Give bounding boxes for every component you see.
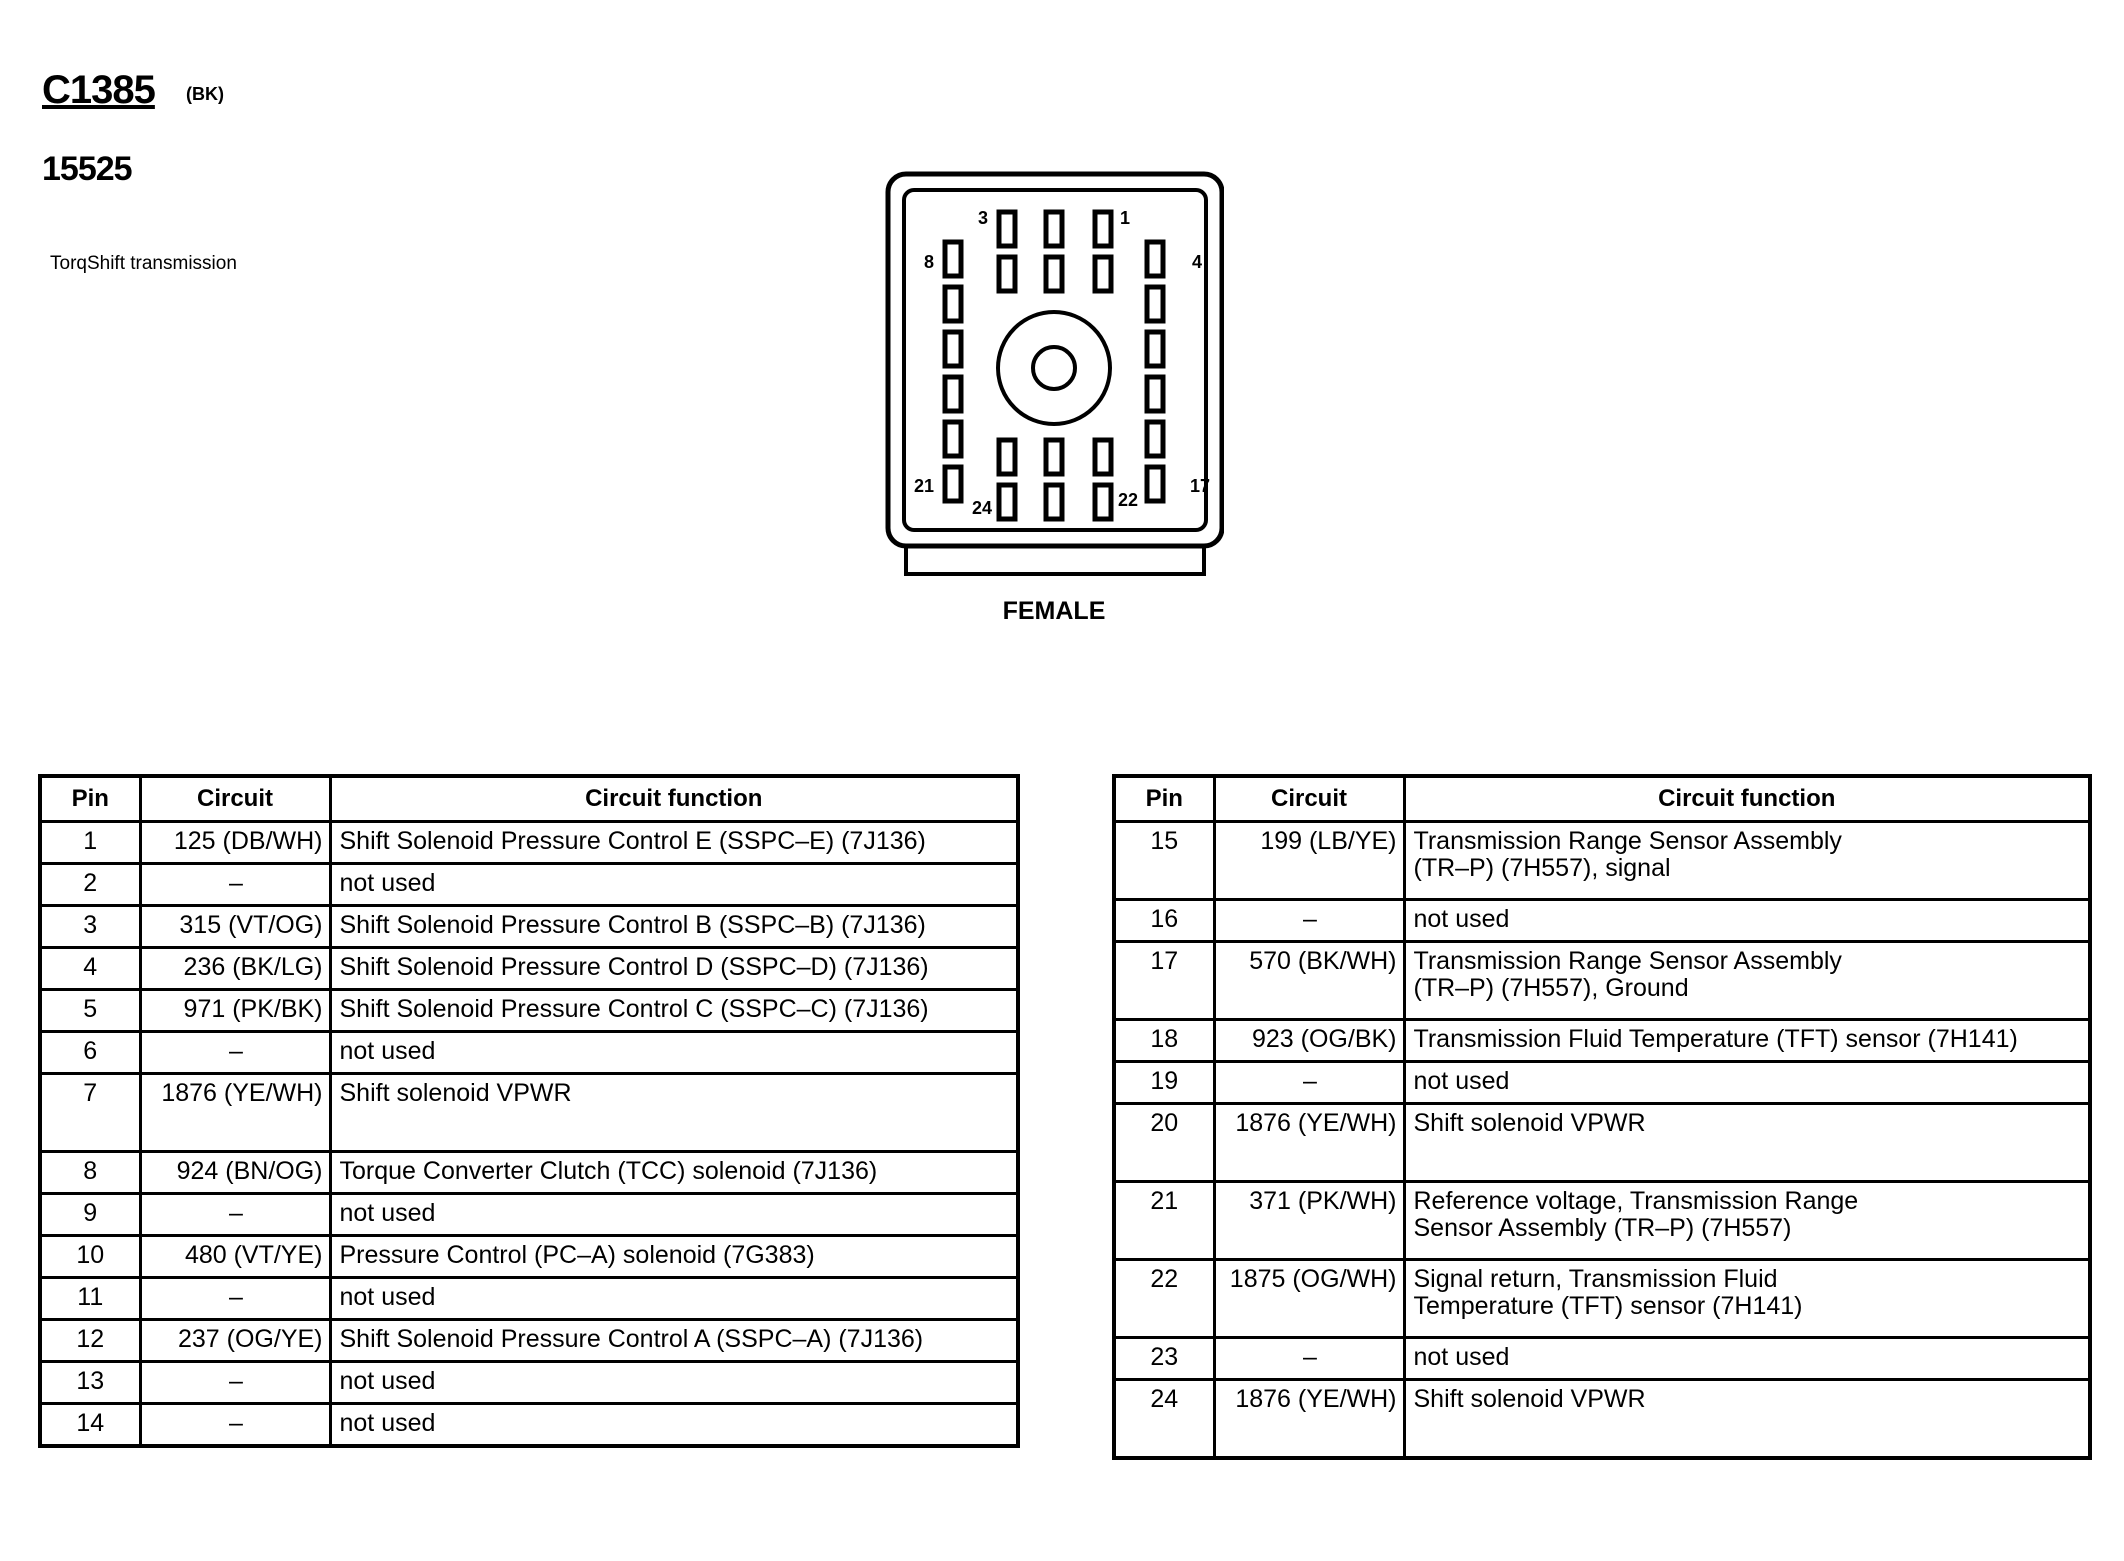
circuit-cell: 971 (PK/BK) <box>140 990 330 1032</box>
circuit-cell: 236 (BK/LG) <box>140 948 330 990</box>
circuit-cell: 570 (BK/WH) <box>1214 942 1404 1020</box>
cavity-14 <box>1147 332 1163 366</box>
circuit-cell: 1876 (YE/WH) <box>1214 1104 1404 1182</box>
pin-cell: 21 <box>1114 1182 1214 1260</box>
pin-cell: 1 <box>40 822 140 864</box>
pin-cell: 24 <box>1114 1380 1214 1458</box>
part-number: 15525 <box>42 150 132 188</box>
column-header-circuit: Circuit <box>140 776 330 822</box>
table-row <box>40 1362 1018 1404</box>
pin-cell: 9 <box>40 1194 140 1236</box>
function-cell <box>1404 1380 2090 1458</box>
circuit-cell: 1875 (OG/WH) <box>1214 1260 1404 1338</box>
cavity-9 <box>945 287 961 321</box>
column-header-pin: Pin <box>1114 776 1214 822</box>
circuit-cell: – <box>140 1362 330 1404</box>
table-row <box>40 1194 1018 1236</box>
function-cell <box>1404 1062 2090 1104</box>
circuit-cell: 923 (OG/BK) <box>1214 1020 1404 1062</box>
pin-cell: 22 <box>1114 1260 1214 1338</box>
circuit-cell: 480 (VT/YE) <box>140 1236 330 1278</box>
pin-label-8: 8 <box>924 252 935 272</box>
table-row <box>40 1032 1018 1074</box>
table-row <box>1114 1260 2090 1338</box>
function-cell: Pressure Control (PC–A) solenoid (7G383) <box>330 1236 1018 1278</box>
pinout-table-right <box>1112 774 2092 1460</box>
table-row <box>1114 1338 2090 1380</box>
pin-label-1: 1 <box>1120 208 1131 228</box>
function-cell: Shift Solenoid Pressure Control D (SSPC–D) (7J136) <box>330 948 1018 990</box>
circuit-cell: – <box>1214 900 1404 942</box>
subtitle: TorqShift transmission <box>50 253 237 274</box>
pin-label-4: 4 <box>1192 252 1203 272</box>
function-cell <box>1404 1338 2090 1380</box>
pin-cell: 13 <box>40 1362 140 1404</box>
circuit-cell: 199 (LB/YE) <box>1214 822 1404 900</box>
connector-keyway-inner <box>1033 347 1075 389</box>
function-cell: Shift Solenoid Pressure Control B (SSPC–B) (7J136) <box>330 906 1018 948</box>
pin-cell: 19 <box>1114 1062 1214 1104</box>
cavity-12 <box>945 422 961 456</box>
function-cell: Shift solenoid VPWR <box>330 1074 1018 1152</box>
cavity-19 <box>1046 440 1062 474</box>
cavity-10 <box>945 332 961 366</box>
circuit-cell: – <box>1214 1338 1404 1380</box>
cavity-1 <box>1095 212 1111 246</box>
connector-latch-tab <box>906 546 1204 574</box>
connector-outer-shell <box>888 174 1222 546</box>
circuit-cell: – <box>140 1032 330 1074</box>
cavity-17 <box>1147 467 1163 501</box>
function-cell: not used <box>330 1032 1018 1074</box>
cavity-11 <box>945 377 961 411</box>
table-row <box>40 990 1018 1032</box>
connector-id: C1385 <box>42 68 155 112</box>
pin-label-21: 21 <box>914 476 935 496</box>
circuit-cell: 924 (BN/OG) <box>140 1152 330 1194</box>
table-row <box>40 1278 1018 1320</box>
pin-cell: 8 <box>40 1152 140 1194</box>
cavity-21 <box>945 467 961 501</box>
table-row <box>40 864 1018 906</box>
cavity-3 <box>999 212 1015 246</box>
pin-cell: 17 <box>1114 942 1214 1020</box>
circuit-cell: – <box>140 864 330 906</box>
pin-cell: 5 <box>40 990 140 1032</box>
pin-cell: 20 <box>1114 1104 1214 1182</box>
function-line: Temperature (TFT) sensor (7H141) <box>1413 1292 1803 1320</box>
function-line: Shift solenoid VPWR <box>1413 1109 1646 1137</box>
pin-cell: 14 <box>40 1404 140 1446</box>
function-cell: Torque Converter Clutch (TCC) solenoid (7J136) <box>330 1152 1018 1194</box>
pin-cell: 18 <box>1114 1020 1214 1062</box>
cavity-23 <box>1046 485 1062 519</box>
pin-label-24: 24 <box>972 498 993 518</box>
function-line: not used <box>1413 1067 1510 1095</box>
function-cell <box>1404 900 2090 942</box>
table-row <box>1114 900 2090 942</box>
connector-gender-label: FEMALE <box>1002 597 1106 625</box>
column-header-circuit: Circuit <box>1214 776 1404 822</box>
function-cell: Shift Solenoid Pressure Control C (SSPC–C) (7J136) <box>330 990 1018 1032</box>
table-row <box>1114 1104 2090 1182</box>
function-line: Signal return, Transmission Fluid <box>1413 1265 1778 1293</box>
function-cell: not used <box>330 864 1018 906</box>
function-cell: not used <box>330 1404 1018 1446</box>
table-row <box>1114 1020 2090 1062</box>
circuit-cell: – <box>1214 1062 1404 1104</box>
cavity-8 <box>945 242 961 276</box>
pin-cell: 4 <box>40 948 140 990</box>
table-row <box>1114 1182 2090 1260</box>
pin-label-17: 17 <box>1190 476 1211 496</box>
circuit-cell: 315 (VT/OG) <box>140 906 330 948</box>
function-line: (TR–P) (7H557), signal <box>1413 854 1671 882</box>
cavity-4 <box>1147 242 1163 276</box>
column-header-pin: Pin <box>40 776 140 822</box>
function-cell <box>1404 1104 2090 1182</box>
table-header-row <box>40 776 1018 822</box>
circuit-cell: 371 (PK/WH) <box>1214 1182 1404 1260</box>
function-line: Transmission Range Sensor Assembly <box>1413 947 1842 975</box>
pin-cell: 10 <box>40 1236 140 1278</box>
function-cell: not used <box>330 1194 1018 1236</box>
table-row <box>40 906 1018 948</box>
circuit-cell: – <box>140 1194 330 1236</box>
cavity-16 <box>1147 422 1163 456</box>
table-row <box>1114 942 2090 1020</box>
cavity-22 <box>1095 485 1111 519</box>
table-row <box>40 1152 1018 1194</box>
function-line: (TR–P) (7H557), Ground <box>1413 974 1689 1002</box>
table-row <box>40 948 1018 990</box>
circuit-cell: 1876 (YE/WH) <box>1214 1380 1404 1458</box>
cavity-5 <box>1095 257 1111 291</box>
function-cell: not used <box>330 1278 1018 1320</box>
table-row <box>1114 822 2090 900</box>
connector-keyway-outer <box>998 312 1110 424</box>
connector-face-diagram <box>884 170 1224 590</box>
pin-cell: 3 <box>40 906 140 948</box>
function-cell <box>1404 1020 2090 1062</box>
circuit-cell: 237 (OG/YE) <box>140 1320 330 1362</box>
circuit-cell: 1876 (YE/WH) <box>140 1074 330 1152</box>
pin-cell: 6 <box>40 1032 140 1074</box>
function-line: not used <box>1413 1343 1510 1371</box>
cavity-15 <box>1147 377 1163 411</box>
pin-cell: 15 <box>1114 822 1214 900</box>
table-row <box>40 1236 1018 1278</box>
function-line: not used <box>1413 905 1510 933</box>
pin-cell: 23 <box>1114 1338 1214 1380</box>
pin-cell: 12 <box>40 1320 140 1362</box>
cavity-24 <box>999 485 1015 519</box>
cavity-6 <box>1046 257 1062 291</box>
pinout-table-left <box>38 774 1020 1448</box>
table-row <box>40 1074 1018 1152</box>
function-cell <box>1404 942 2090 1020</box>
function-line: Transmission Range Sensor Assembly <box>1413 827 1842 855</box>
function-cell: Shift Solenoid Pressure Control A (SSPC–A) (7J136) <box>330 1320 1018 1362</box>
table-header-row <box>1114 776 2090 822</box>
function-cell <box>1404 1182 2090 1260</box>
column-header-function: Circuit function <box>330 776 1018 822</box>
table-row <box>1114 1062 2090 1104</box>
cavity-7 <box>999 257 1015 291</box>
circuit-cell: – <box>140 1404 330 1446</box>
function-line: Reference voltage, Transmission Range <box>1413 1187 1859 1215</box>
function-cell: not used <box>330 1362 1018 1404</box>
function-cell <box>1404 822 2090 900</box>
column-header-function: Circuit function <box>1404 776 2090 822</box>
cavity-2 <box>1046 212 1062 246</box>
circuit-cell: 125 (DB/WH) <box>140 822 330 864</box>
color-code: (BK) <box>186 84 224 104</box>
circuit-cell: – <box>140 1278 330 1320</box>
function-line: Sensor Assembly (TR–P) (7H557) <box>1413 1214 1792 1242</box>
function-cell <box>1404 1260 2090 1338</box>
table-row <box>40 822 1018 864</box>
cavity-18 <box>999 440 1015 474</box>
function-cell: Shift Solenoid Pressure Control E (SSPC–E) (7J136) <box>330 822 1018 864</box>
table-row <box>40 1320 1018 1362</box>
cavity-13 <box>1147 287 1163 321</box>
pin-cell: 16 <box>1114 900 1214 942</box>
cavity-20 <box>1095 440 1111 474</box>
pin-label-22: 22 <box>1118 490 1139 510</box>
table-row <box>1114 1380 2090 1458</box>
pin-cell: 7 <box>40 1074 140 1152</box>
pin-cell: 2 <box>40 864 140 906</box>
function-line: Transmission Fluid Temperature (TFT) sensor (7H141) <box>1413 1025 2018 1053</box>
pin-cell: 11 <box>40 1278 140 1320</box>
pin-label-3: 3 <box>978 208 989 228</box>
table-row <box>40 1404 1018 1446</box>
function-line: Shift solenoid VPWR <box>1413 1385 1646 1413</box>
